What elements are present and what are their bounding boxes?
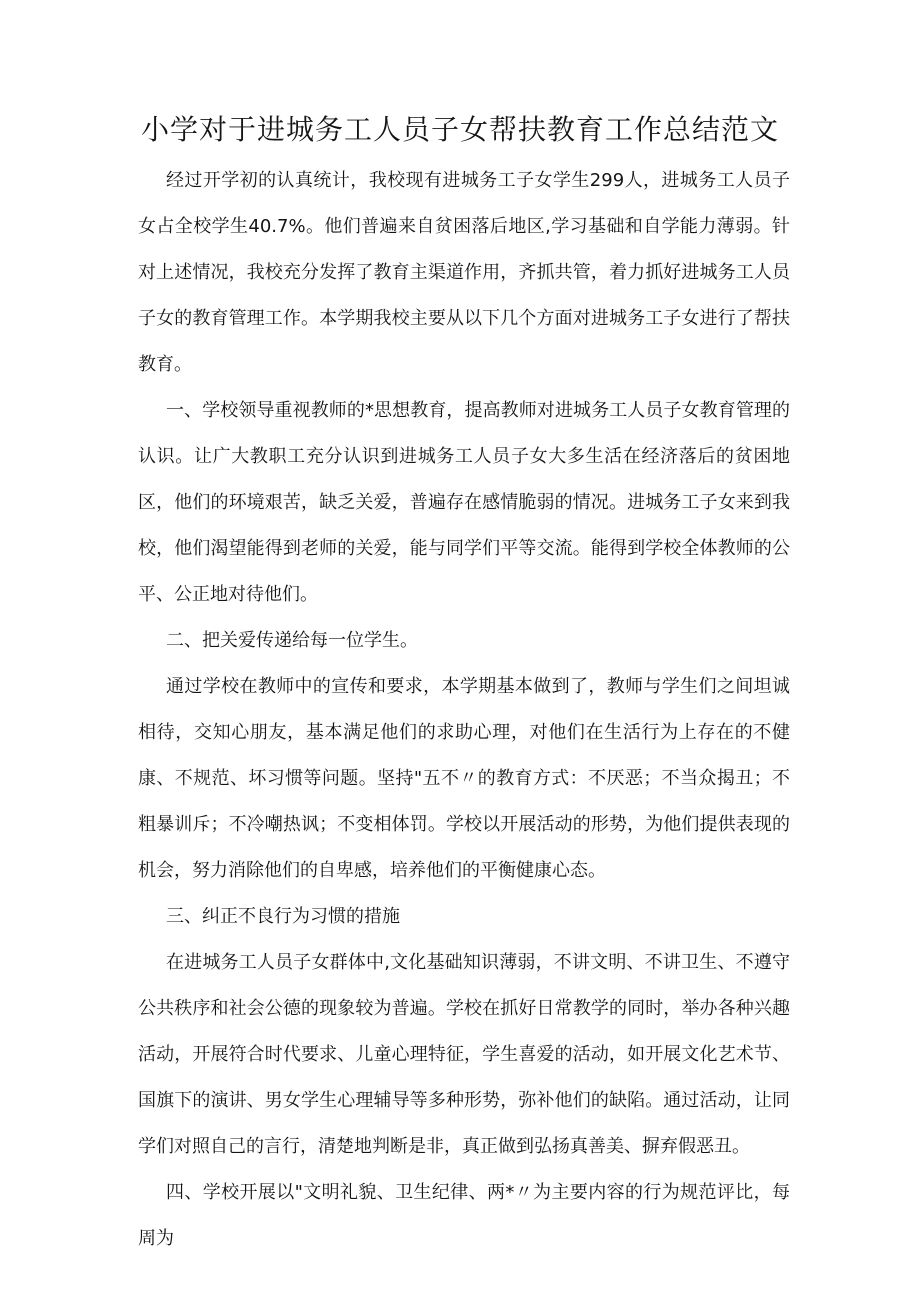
document-title: 小学对于进城务工人员子女帮扶教育工作总结范文 bbox=[140, 113, 779, 146]
paragraph-section-1: 一、学校领导重视教师的*思想教育，提高教师对进城务工人员子女教育管理的认识。让广大教职工充分认识到进城务工人员子女大多生活在经济落后的贫困地区，他们的环境艰苦，缺乏关爱，普遍存在感情脆弱的情况。进城务工子女来到我校，他们渴望能得到老师的关爱，能与同学们平等交流。能得到学校全体教师的公平、公正地对待他们。 bbox=[138, 400, 790, 605]
paragraph-intro: 经过开学初的认真统计，我校现有进城务工子女学生299人，进城务工人员子女占全校学生40.7%。他们普遍来自贫困落后地区,学习基础和自学能力薄弱。针对上述情况，我校充分发挥了教育主渠道作用，齐抓共管，着力抓好进城务工人员子女的教育管理工作。本学期我校主要从以下几个方面对进城务工子女进行了帮扶教育。 bbox=[138, 170, 790, 375]
heading-section-2: 二、把关爱传递给每一位学生。 bbox=[166, 630, 418, 651]
paragraph-section-2: 通过学校在教师中的宣传和要求，本学期基本做到了，教师与学生们之间坦诚相待，交知心朋友，基本满足他们的求助心理，对他们在生活行为上存在的不健康、不规范、坏习惯等问题。坚持"五不〃的教育方式：不厌恶；不当众揭丑；不粗暴训斥；不冷嘲热讽；不变相体罚。学校以开展活动的形势，为他们提供表现的机会，努力消除他们的自卑感，培养他们的平衡健康心态。 bbox=[138, 676, 790, 881]
document-body bbox=[138, 158, 790, 1262]
paragraph-section-3: 在进城务工人员子女群体中,文化基础知识薄弱，不讲文明、不讲卫生、不遵守公共秩序和社会公德的现象较为普遍。学校在抓好日常教学的同时，举办各种兴趣活动，开展符合时代要求、儿童心理特征，学生喜爱的活动，如开展文化艺术节、国旗下的演讲、男女学生心理辅导等多种形势，弥补他们的缺陷。通过活动，让同学们对照自己的言行，清楚地判断是非，真正做到弘扬真善美、摒弃假恶丑。 bbox=[138, 952, 790, 1157]
heading-section-3: 三、纠正不良行为习惯的措施 bbox=[166, 906, 400, 927]
paragraph-section-4: 四、学校开展以"文明礼貌、卫生纪律、两*〃为主要内容的行为规范评比，每周为 bbox=[138, 1182, 790, 1249]
